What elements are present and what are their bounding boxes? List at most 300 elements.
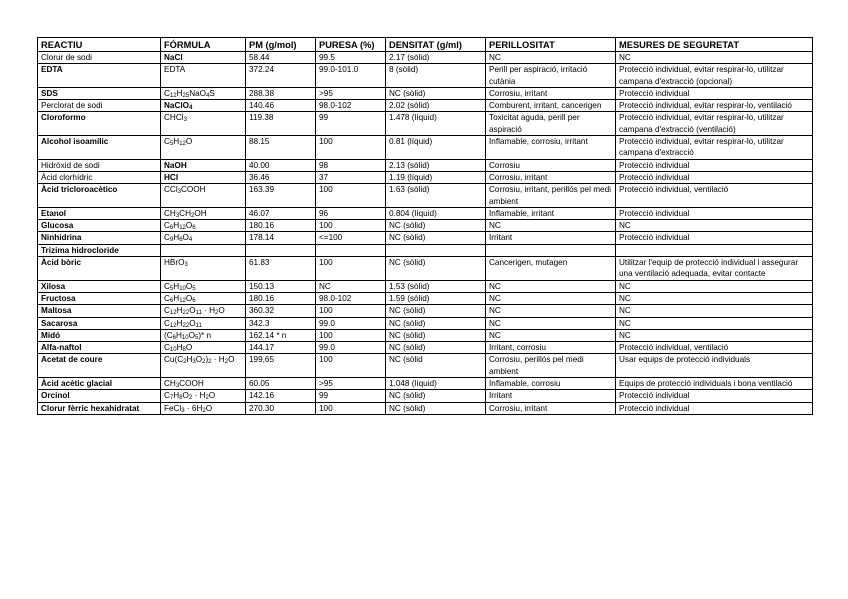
formula-cell	[161, 378, 246, 390]
mesures-cell: Protecció individual	[616, 87, 813, 99]
densitat-cell: 2.13 (sòlid)	[386, 159, 486, 171]
reactiu-cell: EDTA	[38, 64, 161, 88]
formula-part: C	[164, 88, 170, 98]
reactiu-cell: Perclorat de sodi	[38, 100, 161, 112]
formula-part: (C	[164, 330, 173, 340]
formula-part: )	[205, 355, 209, 365]
reactiu-cell: Midó	[38, 329, 161, 341]
table-row	[38, 292, 813, 304]
formula-part: C	[164, 221, 170, 231]
puresa-cell: 99	[316, 390, 386, 402]
formula-part: HBrO	[164, 258, 185, 268]
pm-cell: 61.83	[246, 257, 316, 281]
formula-part: H	[176, 306, 183, 316]
formula-cell	[161, 390, 246, 402]
reagents-table	[37, 37, 813, 415]
puresa-cell: 100	[316, 402, 386, 414]
table-row	[38, 112, 813, 136]
formula-part: 12	[169, 322, 177, 329]
mesures-cell: NC	[616, 52, 813, 64]
formula-part: H	[176, 318, 183, 328]
formula-cell	[161, 52, 246, 64]
densitat-cell: NC (sòlid)	[386, 305, 486, 317]
perillositat-cell: Irritant	[486, 232, 616, 244]
formula-cell	[161, 354, 246, 378]
densitat-cell: 0.804 (líquid)	[386, 207, 486, 219]
reactiu-cell: Clorur de sodi	[38, 52, 161, 64]
table-row	[38, 244, 813, 256]
perillositat-cell: Corrosiu, irritant	[486, 402, 616, 414]
densitat-cell: 2.17 (sòlid)	[386, 52, 486, 64]
densitat-cell: NC (sòlid	[386, 354, 486, 378]
densitat-cell: 8 (sòlid)	[386, 64, 486, 88]
pm-cell: 270.30	[246, 402, 316, 414]
perillositat-cell: Cancerigen, mutagen	[486, 257, 616, 281]
formula-part: O	[218, 306, 225, 316]
formula-part: O	[189, 318, 196, 328]
formula-part: H	[173, 281, 180, 291]
puresa-cell: >95	[316, 378, 386, 390]
perillositat-cell: Corrosiu	[486, 159, 616, 171]
puresa-cell: 99.0	[316, 317, 386, 329]
formula-cell	[161, 342, 246, 354]
pm-cell: 372.24	[246, 64, 316, 88]
formula-part: 3	[181, 407, 185, 414]
formula-part: C	[164, 306, 170, 316]
densitat-cell: 1.53 (sòlid)	[386, 280, 486, 292]
header-row	[38, 38, 813, 52]
header-puresa: PURESA (%)	[316, 38, 386, 52]
reactiu-cell: Glucosa	[38, 220, 161, 232]
formula-cell	[161, 100, 246, 112]
puresa-cell: 99.5	[316, 52, 386, 64]
formula-part: O	[189, 306, 196, 316]
mesures-cell: Protecció individual	[616, 207, 813, 219]
header-mesures: MESURES DE SEGURETAT	[616, 38, 813, 52]
puresa-cell: <=100	[316, 232, 386, 244]
reactiu-cell: Etanol	[38, 207, 161, 219]
formula-part: 10	[179, 285, 186, 292]
formula-part: CH	[164, 208, 176, 218]
table-row	[38, 207, 813, 219]
formula-part: 22	[182, 322, 190, 329]
puresa-cell: 100	[316, 257, 386, 281]
mesures-cell: NC	[616, 220, 813, 232]
formula-part: C	[164, 137, 170, 147]
formula-part: H	[175, 330, 182, 340]
perillositat-cell: NC	[486, 220, 616, 232]
header-reactiu: REACTIU	[38, 38, 161, 52]
perillositat-cell: Irritant	[486, 390, 616, 402]
formula-part: S	[209, 88, 215, 98]
header-formula: FÓRMULA	[161, 38, 246, 52]
formula-part: 3	[184, 262, 188, 269]
pm-cell: 142.16	[246, 390, 316, 402]
pm-cell: 180.16	[246, 292, 316, 304]
perillositat-cell: Corrosiu, irritant	[486, 87, 616, 99]
formula-part: H	[173, 391, 180, 401]
pm-cell: 288.38	[246, 87, 316, 99]
perillositat-cell: Corrosiu, perillós pel medi ambient	[486, 354, 616, 378]
formula-cell	[161, 159, 246, 171]
densitat-cell: 1.63 (sòlid)	[386, 184, 486, 208]
formula-part: 11	[195, 310, 202, 317]
formula-part: H	[173, 293, 180, 303]
densitat-cell: 1.59 (sòlid)	[386, 292, 486, 304]
pm-cell: 88.15	[246, 136, 316, 160]
mesures-cell: Protecció individual	[616, 402, 813, 414]
formula-part: O	[182, 233, 189, 243]
pm-cell: 144.17	[246, 342, 316, 354]
table-row	[38, 159, 813, 171]
formula-part: 2	[202, 407, 206, 414]
reactiu-cell: Hidròxid de sodi	[38, 159, 161, 171]
formula-cell	[161, 329, 246, 341]
formula-part: 2	[202, 359, 206, 366]
puresa-cell: 100	[316, 220, 386, 232]
formula-part: 5	[194, 334, 199, 341]
densitat-cell: 0.81 (líquid)	[386, 136, 486, 160]
puresa-cell: 99	[316, 112, 386, 136]
formula-part: 3	[175, 212, 180, 219]
puresa-cell: 100	[316, 136, 386, 160]
formula-part: 12	[179, 141, 186, 148]
reactiu-cell: Àcid clorhídric	[38, 171, 161, 183]
formula-part: 12	[179, 297, 186, 304]
perillositat-cell: NC	[486, 292, 616, 304]
table-body	[38, 52, 813, 415]
formula-part: C	[164, 391, 170, 401]
mesures-cell: Protecció individual	[616, 390, 813, 402]
densitat-cell: NC (sòlid)	[386, 317, 486, 329]
reactiu-cell: SDS	[38, 87, 161, 99]
formula-part: 5	[192, 285, 196, 292]
formula-part: COOH	[181, 185, 206, 195]
perillositat-cell	[486, 244, 616, 256]
reactiu-cell: Cloroformo	[38, 112, 161, 136]
formula-part: Cu(C	[164, 355, 184, 365]
pm-cell: 163.39	[246, 184, 316, 208]
reactiu-cell: Acetat de coure	[38, 354, 161, 378]
mesures-cell: Protecció individual	[616, 232, 813, 244]
formula-part: O	[195, 355, 203, 365]
pm-cell: 199,65	[246, 354, 316, 378]
mesures-cell: Usar equips de protecció individuals	[616, 354, 813, 378]
puresa-cell: 99.0	[316, 342, 386, 354]
formula-cell	[161, 402, 246, 414]
header-densitat: DENSITAT (g/ml)	[386, 38, 486, 52]
formula-part: 6	[169, 297, 174, 304]
formula-part: 2	[208, 359, 212, 366]
perillositat-cell: NC	[486, 305, 616, 317]
puresa-cell: 98.0-102	[316, 292, 386, 304]
perillositat-cell: NC	[486, 317, 616, 329]
mesures-cell: Protecció individual, evitar respirar-lo, utilitzar campana d'extracció (opcional)	[616, 64, 813, 88]
formula-part: CCl	[164, 185, 178, 195]
formula-part: · H	[201, 306, 216, 316]
pm-cell: 46.07	[246, 207, 316, 219]
formula-part: 8	[182, 347, 186, 354]
formula-part: 12	[169, 310, 177, 317]
mesures-cell: Protecció individual, evitar respirar-lo, ventilació	[616, 100, 813, 112]
formula-part: H	[173, 221, 180, 231]
reactiu-cell: Àcid tricloroacètico	[38, 184, 161, 208]
densitat-cell: NC (sòlid)	[386, 342, 486, 354]
pm-cell: 360.32	[246, 305, 316, 317]
table-row	[38, 64, 813, 88]
puresa-cell: 100	[316, 305, 386, 317]
pm-cell: 140.46	[246, 100, 316, 112]
formula-part: 8	[179, 395, 183, 402]
formula-part: 6	[169, 225, 174, 232]
densitat-cell: NC (sòlid)	[386, 87, 486, 99]
pm-cell: 180.16	[246, 220, 316, 232]
formula-part: NaOH	[164, 160, 187, 170]
table-row	[38, 390, 813, 402]
densitat-cell: NC (sòlid)	[386, 232, 486, 244]
table-row	[38, 354, 813, 378]
formula-cell	[161, 280, 246, 292]
formula-part: 6	[179, 237, 183, 244]
formula-cell	[161, 184, 246, 208]
puresa-cell: 100	[316, 354, 386, 378]
formula-part: O	[185, 221, 193, 231]
formula-part: · H	[192, 391, 206, 401]
formula-part: H	[173, 137, 180, 147]
formula-part: O	[188, 330, 195, 340]
puresa-cell: 100	[316, 184, 386, 208]
formula-part: O	[185, 281, 193, 291]
formula-part: NaClO	[164, 101, 190, 111]
reactiu-cell: Orcinol	[38, 390, 161, 402]
formula-part: EDTA	[164, 65, 186, 75]
perillositat-cell: Corrosiu, irritant, perillós pel medi ambient	[486, 184, 616, 208]
formula-cell	[161, 317, 246, 329]
formula-part: H	[176, 343, 183, 353]
perillositat-cell: NC	[486, 52, 616, 64]
perillositat-cell: Inflamable, corrosiu, irritant	[486, 136, 616, 160]
mesures-cell: Protecció individual	[616, 171, 813, 183]
densitat-cell: NC (sòlid)	[386, 257, 486, 281]
pm-cell: 58.44	[246, 52, 316, 64]
formula-cell	[161, 87, 246, 99]
pm-cell: 119.38	[246, 112, 316, 136]
formula-part: COOH	[179, 379, 204, 389]
formula-part: O	[205, 403, 213, 413]
formula-part: 2	[224, 359, 229, 366]
formula-part: )* n	[198, 330, 212, 340]
formula-part: 7	[169, 395, 174, 402]
formula-part: C	[164, 318, 170, 328]
puresa-cell: 100	[316, 329, 386, 341]
perillositat-cell: NC	[486, 280, 616, 292]
formula-part: 3	[192, 359, 196, 366]
table-row	[38, 329, 813, 341]
reactiu-cell: Maltosa	[38, 305, 161, 317]
densitat-cell: 2.02 (sòlid)	[386, 100, 486, 112]
formula-part: H	[176, 88, 183, 98]
formula-part: O	[228, 355, 235, 365]
table-row	[38, 136, 813, 160]
formula-part: O	[185, 343, 193, 353]
perillositat-cell: NC	[486, 329, 616, 341]
header-perillositat: PERILLOSITAT	[486, 38, 616, 52]
densitat-cell: NC (sòlid)	[386, 402, 486, 414]
perillositat-cell: Inflamable, corrosiu	[486, 378, 616, 390]
mesures-cell: NC	[616, 280, 813, 292]
formula-part: 6	[192, 297, 196, 304]
formula-cell	[161, 207, 246, 219]
table-row	[38, 317, 813, 329]
perillositat-cell: Corrosiu, irritant	[486, 171, 616, 183]
formula-part: 2	[205, 395, 209, 402]
densitat-cell: NC (sòlid)	[386, 390, 486, 402]
formula-part: 5	[169, 141, 174, 148]
formula-cell	[161, 257, 246, 281]
pm-cell: 178.14	[246, 232, 316, 244]
densitat-cell: 1.478 (líquid)	[386, 112, 486, 136]
table-row	[38, 171, 813, 183]
mesures-cell: Protecció individual, evitar respirar-lo, utilitzar campana d'extracció (ventilació)	[616, 112, 813, 136]
table-row	[38, 342, 813, 354]
formula-part: 12	[169, 92, 177, 99]
densitat-cell: NC (sòlid)	[386, 329, 486, 341]
mesures-cell: Equips de protecció individuals i bona ventilació	[616, 378, 813, 390]
perillositat-cell: Comburent, irritant, cancerigen	[486, 100, 616, 112]
reactiu-cell: Àcid bòric	[38, 257, 161, 281]
formula-part: C	[164, 293, 170, 303]
formula-cell	[161, 136, 246, 160]
formula-part: C	[164, 281, 170, 291]
formula-part: 9	[169, 237, 174, 244]
puresa-cell: 99.0-101.0	[316, 64, 386, 88]
pm-cell	[246, 244, 316, 256]
formula-part: H	[173, 233, 180, 243]
table-row	[38, 280, 813, 292]
formula-part: 5	[169, 285, 174, 292]
formula-part: 3	[183, 117, 187, 124]
formula-part: NaCl	[164, 53, 183, 62]
mesures-cell: NC	[616, 292, 813, 304]
formula-part: 2	[215, 310, 219, 317]
formula-part: 10	[181, 334, 189, 341]
puresa-cell: 98	[316, 159, 386, 171]
formula-part: FeCl	[164, 403, 182, 413]
formula-part: · 6H	[184, 403, 203, 413]
formula-part: 6	[172, 334, 176, 341]
mesures-cell	[616, 244, 813, 256]
mesures-cell: NC	[616, 329, 813, 341]
formula-cell	[161, 220, 246, 232]
mesures-cell: NC	[616, 317, 813, 329]
formula-cell	[161, 64, 246, 88]
pm-cell: 40.00	[246, 159, 316, 171]
formula-part: 4	[206, 92, 210, 99]
pm-cell: 36.46	[246, 171, 316, 183]
mesures-cell: NC	[616, 305, 813, 317]
reactiu-cell: Ninhidrina	[38, 232, 161, 244]
formula-cell	[161, 112, 246, 136]
header-pm: PM (g/mol)	[246, 38, 316, 52]
formula-part: 6	[192, 225, 196, 232]
formula-part: O	[185, 293, 193, 303]
formula-part: HCl	[164, 172, 179, 182]
mesures-cell: Protecció individual, ventilació	[616, 184, 813, 208]
formula-part: 22	[182, 310, 190, 317]
table-row	[38, 184, 813, 208]
formula-part: 12	[179, 225, 186, 232]
densitat-cell: 1.048 (líquid)	[386, 378, 486, 390]
formula-part: CH	[179, 208, 191, 218]
reactiu-cell: Fructosa	[38, 292, 161, 304]
formula-part: 2	[191, 212, 195, 219]
puresa-cell: NC	[316, 280, 386, 292]
perillositat-cell: Irritant, corrosiu	[486, 342, 616, 354]
formula-part: O	[185, 137, 193, 147]
table-row	[38, 220, 813, 232]
formula-part: 11	[195, 322, 202, 329]
mesures-cell: Protecció individual, evitar respirar-lo, utilitzar campana d'extracció	[616, 136, 813, 160]
formula-part: NaO	[189, 88, 207, 98]
pm-cell: 342.3	[246, 317, 316, 329]
puresa-cell: 96	[316, 207, 386, 219]
formula-part: 2	[183, 359, 187, 366]
reactiu-cell: Alcohol isoamílic	[38, 136, 161, 160]
reactiu-cell: Trizima hidrocloride	[38, 244, 161, 256]
formula-cell	[161, 244, 246, 256]
formula-part: 10	[169, 347, 177, 354]
formula-cell	[161, 171, 246, 183]
reactiu-cell: Sacarosa	[38, 317, 161, 329]
formula-part: 3	[175, 383, 180, 390]
formula-part: CHCl	[164, 113, 184, 123]
reactiu-cell: Clorur fèrric hexahidratat	[38, 402, 161, 414]
formula-part: C	[164, 343, 170, 353]
perillositat-cell: Perill per aspiració, irritació cutània	[486, 64, 616, 88]
densitat-cell	[386, 244, 486, 256]
table-row	[38, 378, 813, 390]
table-row	[38, 257, 813, 281]
formula-cell	[161, 232, 246, 244]
formula-part: C	[164, 233, 170, 243]
formula-cell	[161, 292, 246, 304]
densitat-cell: NC (sòlid)	[386, 220, 486, 232]
reactiu-cell: Àcid acètic glacial	[38, 378, 161, 390]
pm-cell: 60.05	[246, 378, 316, 390]
pm-cell: 150.13	[246, 280, 316, 292]
formula-part: O	[208, 391, 216, 401]
formula-cell	[161, 305, 246, 317]
reactiu-cell: Alfa-naftol	[38, 342, 161, 354]
puresa-cell	[316, 244, 386, 256]
formula-part: 4	[188, 237, 193, 244]
formula-part: H	[186, 355, 193, 365]
table-row	[38, 87, 813, 99]
puresa-cell: 98.0-102	[316, 100, 386, 112]
formula-part: OH	[194, 208, 207, 218]
table-row	[38, 52, 813, 64]
perillositat-cell: Toxicitat aguda, perill per aspiració	[486, 112, 616, 136]
mesures-cell: Protecció individual, ventilació	[616, 342, 813, 354]
formula-part: CH	[164, 379, 176, 389]
reactiu-cell: Xilosa	[38, 280, 161, 292]
puresa-cell: >95	[316, 87, 386, 99]
formula-part: · H	[211, 355, 225, 365]
table-row	[38, 402, 813, 414]
formula-part: O	[182, 391, 189, 401]
table-row	[38, 232, 813, 244]
densitat-cell: 1.19 (líquid)	[386, 171, 486, 183]
